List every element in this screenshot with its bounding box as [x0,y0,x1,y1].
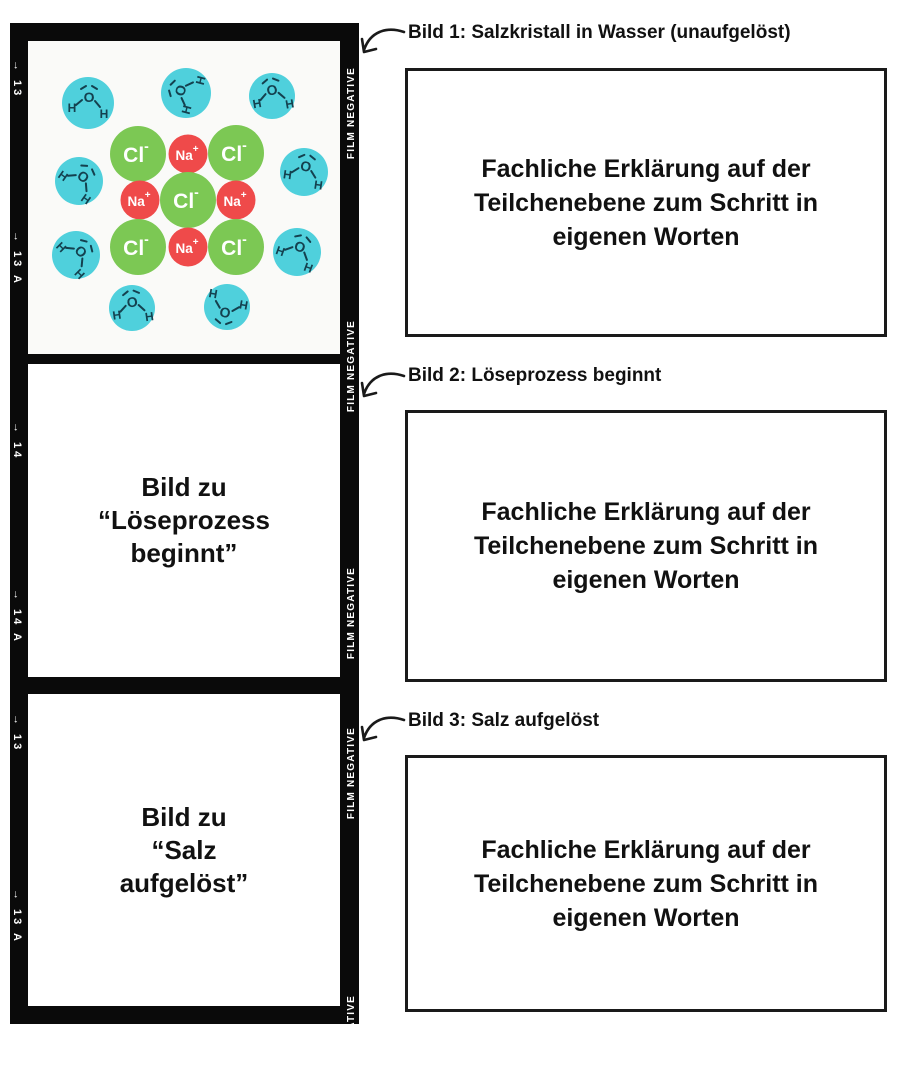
ion-symbol: Na+ [175,143,199,163]
film-edge-marking: → 13 [11,714,23,753]
box-text-line: Fachliche Erklärung auf der [481,498,811,526]
explanation-box-3 [405,755,887,1012]
chloride-ion [208,125,264,181]
hydrogen-label: H [313,177,324,193]
explanation-box-text [474,152,818,254]
hydrogen-label: H [251,96,263,112]
section-label-bild-1: Bild 1: Salzkristall in Wasser (unaufgelöst) [408,22,791,43]
oxygen-label: O [171,83,190,98]
chloride-ion [110,126,166,182]
film-edge-marking: → 13 A [11,231,23,286]
hydrogen-label: H [78,190,94,208]
oxygen-label: O [265,81,279,99]
sodium-ion [169,135,208,174]
film-edge-marking: → 13 [11,60,23,99]
sodium-ion [169,228,208,267]
water-molecule [161,68,211,118]
frame-text-line: Bild zu [141,472,227,502]
hydrogen-label: H [55,167,71,185]
box-text-line: Teilchenebene zum Schritt in [473,869,819,898]
film-frame-1 [28,41,340,354]
hydrogen-label: H [273,243,287,260]
water-molecule [249,73,295,119]
film-edge-marking: → 14 [11,422,23,461]
oxygen-label: O [125,293,139,311]
hydrogen-label: H [301,259,315,276]
hydrogen-label: H [238,297,250,313]
water-molecule [62,77,114,129]
explanation-box-1 [405,68,887,337]
curved-arrow-icon [354,26,408,64]
box-text-line: Teilchenebene zum Schritt in [473,188,819,217]
curved-arrow-icon [354,370,408,408]
explanation-box-2 [405,410,887,682]
frame-text-line: beginnt” [130,538,238,568]
oxygen-label: O [83,89,95,105]
frame-placeholder-text [120,801,249,900]
oxygen-label: O [299,157,313,175]
oxygen-label: O [218,303,232,322]
film-edge-marking: → 13 A [11,889,23,944]
box-text-line: Fachliche Erklärung auf der [481,154,811,183]
box-text-line: Fachliche Erklärung auf der [481,835,811,864]
ion-symbol: Cl- [123,138,149,167]
frame-text-line: “Löseprozess [98,505,270,535]
hydrogen-label: H [71,266,88,283]
oxygen-label: O [71,241,91,261]
frame-text-line: “Salz [151,834,217,865]
box-text-line: eigenen Worten [552,222,740,251]
curved-arrow-icon [354,714,408,752]
ion-symbol: Na+ [175,236,199,256]
box-text-line: eigenen Worten [552,566,740,594]
film-frame-2 [28,364,340,677]
box-text-line: Teilchenebene zum Schritt in [473,532,819,560]
hydrogen-label: H [53,239,70,256]
ion-symbol: Na+ [223,189,247,209]
film-negative-label: FILM NEGATIVE [346,727,357,820]
chloride-ion [110,219,166,275]
film-negative-label: FILM NEGATIVE [346,995,357,1087]
hydrogen-label: H [178,103,195,116]
oxygen-label: O [74,166,93,187]
hydrogen-label: H [207,285,219,302]
hydrogen-label: H [282,167,293,183]
frame-text-line: Bild zu [141,801,227,832]
film-strip [10,23,359,1087]
frame-placeholder-text [98,471,270,570]
chloride-ion [208,219,264,275]
sodium-ion [217,181,256,220]
film-negative-label: FILM NEGATIVE [346,320,357,413]
water-molecule [280,148,328,196]
ion-symbol: Cl- [221,137,247,166]
ion-symbol: Cl- [221,231,247,260]
hydrogen-label: H [144,309,155,325]
explanation-box-text [474,495,818,597]
hydrogen-label: H [284,96,296,112]
film-negative-label: FILM NEGATIVE [346,567,357,660]
salt-crystal-illustration [28,41,340,354]
ion-symbol: Cl- [123,231,149,260]
ion-symbol: Na+ [127,189,151,209]
sodium-ion [121,181,160,220]
chloride-ion [160,172,216,228]
hydrogen-label: H [192,74,209,87]
hydrogen-label: H [99,107,109,121]
ion-symbol: Cl- [173,184,199,213]
film-negative-label: FILM NEGATIVE [346,67,357,160]
water-molecule [109,285,155,331]
film-frame-3 [28,694,340,1006]
hydrogen-label: H [67,101,77,115]
film-edge-marking: → 14 A [11,589,23,644]
explanation-box-text [474,833,818,935]
section-label-bild-3: Bild 3: Salz aufgelöst [408,710,600,731]
hydrogen-label: H [111,307,123,323]
water-molecule [204,284,250,330]
section-label-bild-2: Bild 2: Löseprozess beginnt [408,365,662,386]
frame-text-line: aufgelöst” [119,867,249,898]
oxygen-label: O [292,237,308,257]
box-text-line: eigenen Worten [552,903,740,932]
